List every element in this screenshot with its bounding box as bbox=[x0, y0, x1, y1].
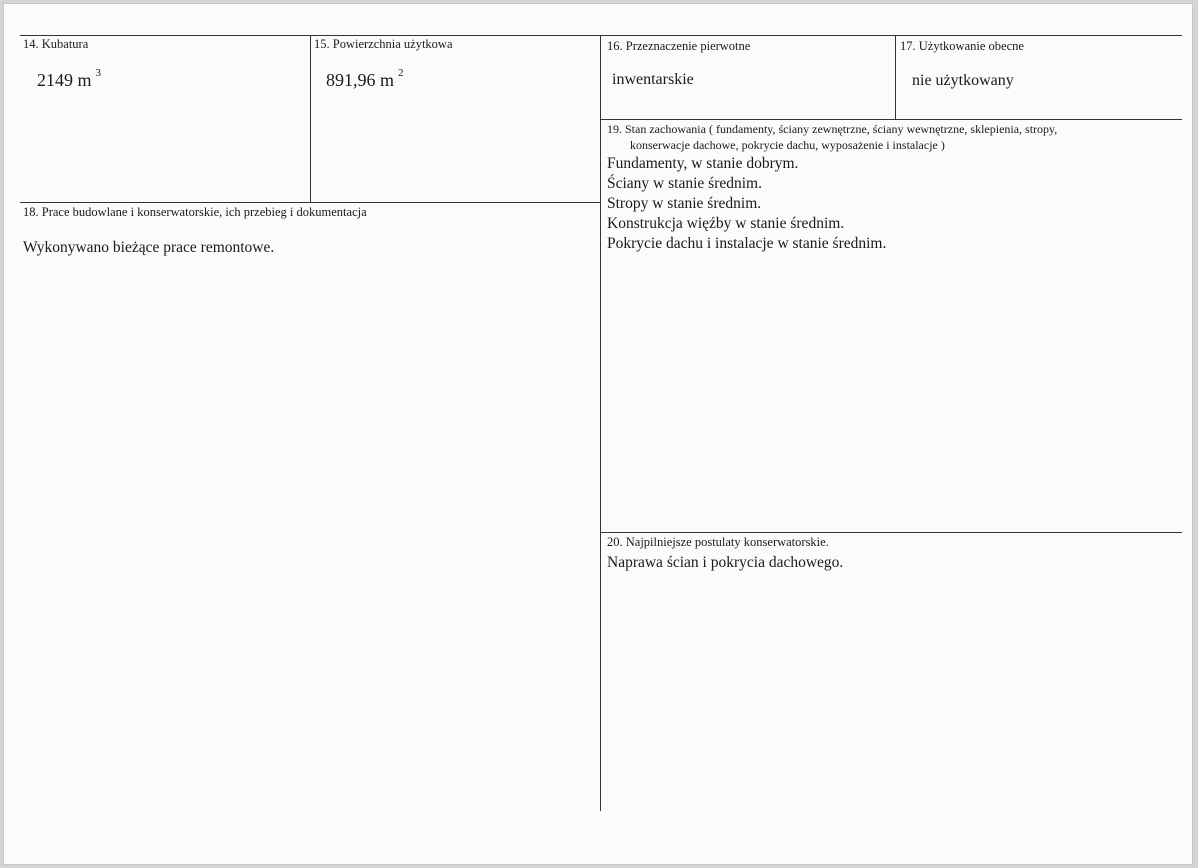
kubatura-exponent: 3 bbox=[95, 67, 102, 79]
divider-center bbox=[600, 35, 601, 811]
field-19-line-4: Konstrukcja więźby w stanie średnim. bbox=[607, 215, 845, 232]
field-19-label-line1: 19. Stan zachowania ( fundamenty, ściany zewnętrzne, ściany wewnętrzne, sklepienia, stropy, bbox=[607, 122, 1058, 136]
field-16-value: inwentarskie bbox=[612, 71, 694, 88]
field-17-value: nie użytkowany bbox=[912, 72, 1014, 89]
kubatura-number: 2149 m bbox=[37, 70, 92, 90]
divider-14-15 bbox=[310, 35, 311, 203]
rule-above-20 bbox=[600, 532, 1182, 533]
field-19-line-3: Stropy w stanie średnim. bbox=[607, 195, 762, 212]
powierzchnia-exponent: 2 bbox=[398, 67, 404, 79]
field-19-line-1: Fundamenty, w stanie dobrym. bbox=[607, 155, 799, 172]
field-20-value: Naprawa ścian i pokrycia dachowego. bbox=[607, 554, 844, 571]
field-16-label: 16. Przeznaczenie pierwotne bbox=[607, 39, 751, 53]
field-20-label: 20. Najpilniejsze postulaty konserwatorskie. bbox=[607, 535, 829, 549]
field-18-value: Wykonywano bieżące prace remontowe. bbox=[23, 239, 275, 256]
field-19-label-line2: konserwacje dachowe, pokrycie dachu, wyposażenie i instalacje ) bbox=[630, 138, 945, 152]
divider-16-17 bbox=[895, 35, 896, 119]
field-15-value bbox=[326, 67, 404, 91]
powierzchnia-number: 891,96 m bbox=[326, 70, 395, 90]
rule-under-16-17 bbox=[600, 119, 1182, 120]
top-rule-right bbox=[600, 35, 1182, 36]
field-15-label: 15. Powierzchnia użytkowa bbox=[314, 37, 453, 51]
record-card bbox=[4, 4, 1192, 864]
field-19-line-5: Pokrycie dachu i instalacje w stanie średnim. bbox=[607, 235, 887, 252]
field-14-value bbox=[37, 67, 102, 91]
field-19-line-2: Ściany w stanie średnim. bbox=[607, 175, 762, 192]
field-17-label: 17. Użytkowanie obecne bbox=[900, 39, 1024, 53]
rule-above-18 bbox=[20, 202, 600, 203]
field-18-label: 18. Prace budowlane i konserwatorskie, ich przebieg i dokumentacja bbox=[23, 205, 367, 219]
field-14-label: 14. Kubatura bbox=[23, 37, 89, 51]
